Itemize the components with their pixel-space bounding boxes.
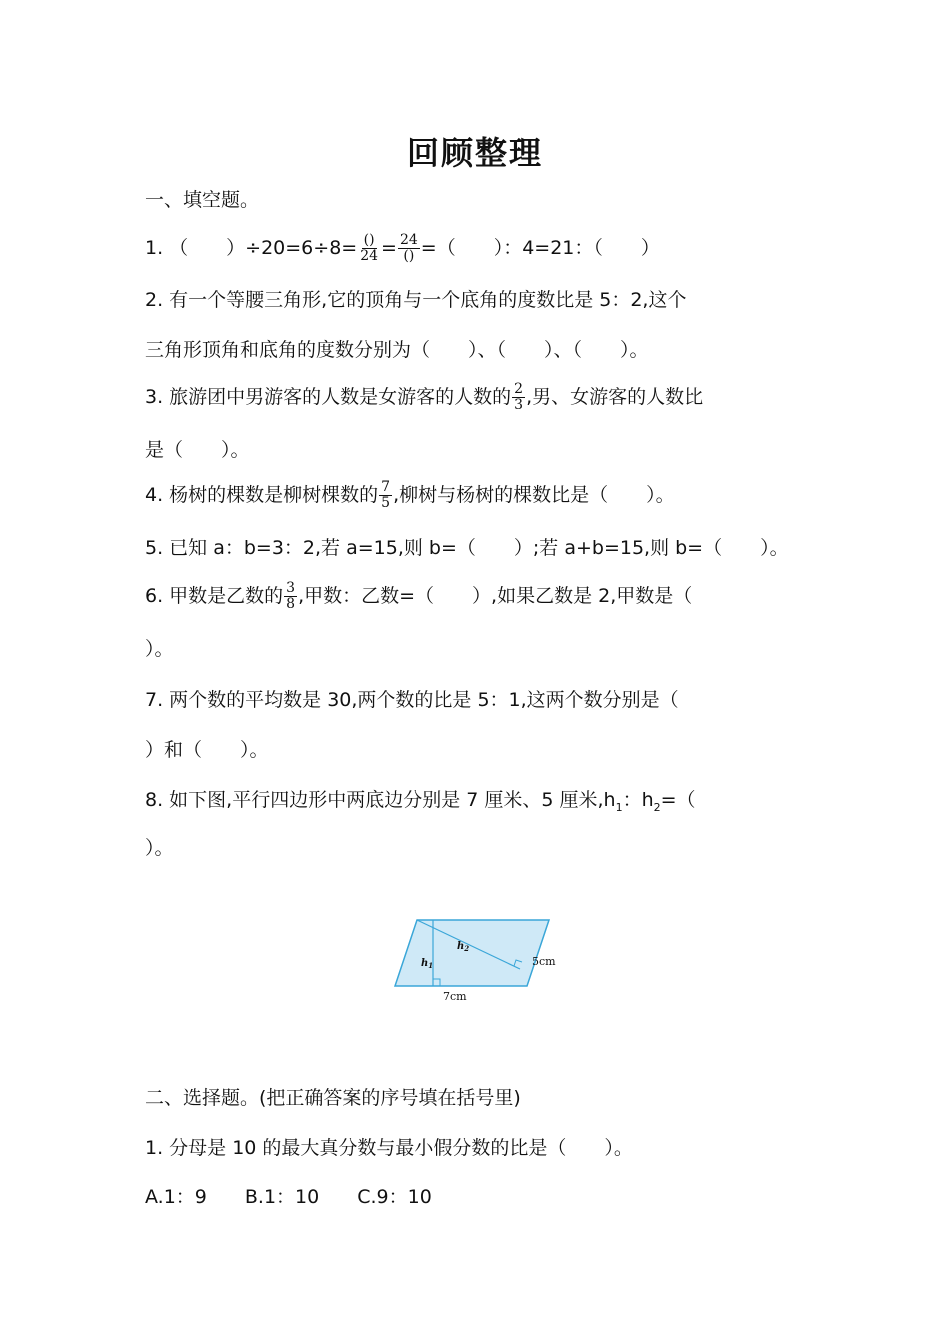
question-2-1: 1. 分母是 10 的最大真分数与最小假分数的比是（ ）。 bbox=[145, 1137, 633, 1159]
section2-heading: 二、选择题。(把正确答案的序号填在括号里) bbox=[145, 1087, 521, 1109]
q1-frac1-denominator: 24 bbox=[360, 248, 379, 264]
side-5cm-label: 5cm bbox=[532, 955, 556, 968]
q1-suffix: =（ ）：4=21：（ ） bbox=[420, 237, 660, 259]
page-title: 回顾整理 bbox=[406, 134, 543, 172]
question-1-2-line2: 三角形顶角和底角的度数分别为（ ）、（ ）、（ ）。 bbox=[145, 339, 649, 361]
q6-fraction bbox=[284, 581, 297, 612]
question-1-2-line1: 2. 有一个等腰三角形,它的顶角与一个底角的度数比是 5：2,这个 bbox=[145, 289, 687, 311]
question-1-8 bbox=[145, 785, 815, 823]
q3-prefix: 3. 旅游团中男游客的人数是女游客的人数的 bbox=[145, 386, 512, 408]
q8-suffix: =（ bbox=[660, 789, 696, 811]
q4-suffix: ,柳树与杨树的棵数比是（ ）。 bbox=[393, 484, 675, 506]
q3-frac-denominator: 3 bbox=[514, 397, 524, 413]
question-1-8-line2: ）。 bbox=[145, 837, 174, 859]
q8-mid: ：h bbox=[622, 789, 654, 811]
q6-suffix: ,甲数：乙数=（ ）,如果乙数是 2,甲数是（ bbox=[298, 585, 693, 607]
question-1-6 bbox=[145, 581, 815, 612]
h1-label: $h_1$ bbox=[421, 958, 434, 970]
q3-suffix: ,男、女游客的人数比 bbox=[526, 386, 704, 408]
q3-frac-numerator: 2 bbox=[514, 381, 524, 397]
q1-frac2-numerator: 24 bbox=[399, 232, 418, 248]
q1-equals: = bbox=[381, 237, 397, 259]
q4-frac-denominator: 5 bbox=[381, 495, 391, 511]
question-1-7-line2: ）和（ ）。 bbox=[145, 739, 269, 761]
question-1-3-line2: 是（ ）。 bbox=[145, 439, 250, 461]
question-1-7-line1: 7. 两个数的平均数是 30,两个数的比是 5：1,这两个数分别是（ bbox=[145, 689, 679, 711]
q1-prefix: 1. （ ）÷20=6÷8= bbox=[145, 237, 358, 259]
q8-sub2: 2 bbox=[653, 800, 661, 814]
question-1-6-line2: ）。 bbox=[145, 638, 174, 660]
question-1-3 bbox=[145, 382, 815, 413]
parallelogram-diagram bbox=[385, 905, 565, 1005]
q6-frac-denominator: 8 bbox=[286, 596, 296, 612]
q6-prefix: 6. 甲数是乙数的 bbox=[145, 585, 284, 607]
q4-fraction bbox=[379, 480, 392, 511]
q1-fraction-1 bbox=[358, 233, 380, 264]
q1-fraction-2 bbox=[398, 233, 420, 264]
q4-frac-numerator: 7 bbox=[381, 479, 391, 495]
parallelogram-figure bbox=[385, 905, 565, 1010]
q1-frac2-denominator: () bbox=[403, 248, 415, 264]
base-7cm-label: 7cm bbox=[443, 990, 467, 1003]
question-1-5: 5. 已知 a：b=3：2,若 a=15,则 b=（ ）;若 a+b=15,则 b=（ ）。 bbox=[145, 537, 789, 559]
h2-label: $h_2$ bbox=[457, 941, 470, 953]
question-1-1 bbox=[145, 233, 815, 264]
parallelogram-shape bbox=[395, 920, 549, 986]
question-2-1-options: A.1：9 B.1：10 C.9：10 bbox=[145, 1186, 432, 1208]
q8-prefix: 8. 如下图,平行四边形中两底边分别是 7 厘米、5 厘米,h bbox=[145, 789, 616, 811]
q3-fraction bbox=[512, 382, 525, 413]
q4-prefix: 4. 杨树的棵数是柳树棵数的 bbox=[145, 484, 379, 506]
section1-heading: 一、填空题。 bbox=[145, 189, 260, 211]
q1-frac1-numerator: () bbox=[363, 232, 375, 248]
q8-sub1: 1 bbox=[615, 800, 623, 814]
question-1-4 bbox=[145, 480, 815, 511]
q6-frac-numerator: 3 bbox=[286, 580, 296, 596]
